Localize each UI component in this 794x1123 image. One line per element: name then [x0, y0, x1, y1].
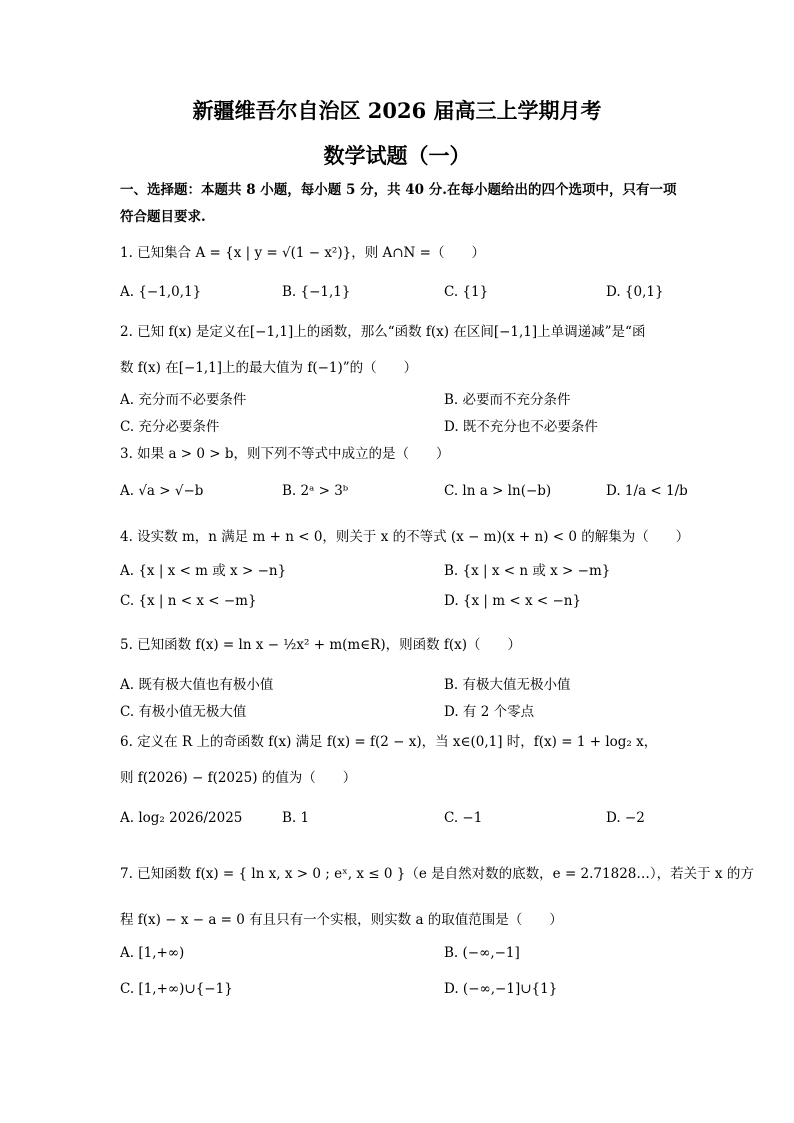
question-3-option-b: B. 2ᵃ > 3ᵇ	[282, 483, 349, 499]
question-2-option-d: D. 既不充分也不必要条件	[444, 419, 598, 435]
question-6-option-d: D. −2	[606, 810, 645, 826]
question-4-option-c: C. {x | n < x < −m}	[120, 593, 257, 609]
question-7-option-a: A. [1,+∞)	[120, 945, 185, 961]
question-6-option-b: B. 1	[282, 810, 310, 826]
question-5-option-d: D. 有 2 个零点	[444, 704, 535, 720]
question-4-stem: 4. 设实数 m，n 满足 m + n < 0，则关于 x 的不等式 (x − m)(x + n) < 0 的解集为（ ）	[120, 529, 690, 545]
question-3-option-a: A. √a > √−b	[120, 483, 204, 499]
question-2-option-c: C. 充分必要条件	[120, 419, 220, 435]
question-5-option-b: B. 有极大值无极小值	[444, 677, 571, 693]
question-7-option-c: C. [1,+∞)∪{−1}	[120, 981, 233, 997]
question-1-option-d: D. {0,1}	[606, 284, 664, 300]
question-5-stem: 5. 已知函数 f(x) = ln x − ½x² + m(m∈R)，则函数 f(x)（ ）	[120, 637, 522, 653]
question-2-stem-line-2: 数 f(x) 在[−1,1]上的最大值为 f(−1)”的（ ）	[120, 360, 418, 376]
question-6-stem-line-2: 则 f(2026) − f(2025) 的值为（ ）	[120, 770, 357, 786]
question-2-option-a: A. 充分而不必要条件	[120, 392, 247, 408]
question-6-stem-line-1: 6. 定义在 R 上的奇函数 f(x) 满足 f(x) = f(2 − x)，当 x∈(0,1] 时，f(x) = 1 + log₂ x，	[120, 734, 658, 750]
section-heading: 一、选择题：本题共 8 小题，每小题 5 分，共 40 分.在每小题给出的四个选项中，只有一项符合题目要求.	[120, 182, 677, 225]
question-7-option-b: B. (−∞,−1]	[444, 945, 520, 961]
question-1-stem: 1. 已知集合 A = {x | y = √(1 − x²)}，则 A∩N =（ ）	[120, 245, 485, 261]
question-2-option-b: B. 必要而不充分条件	[444, 392, 571, 408]
question-5-option-c: C. 有极小值无极大值	[120, 704, 247, 720]
question-1-option-b: B. {−1,1}	[282, 284, 351, 300]
question-3-option-c: C. ln a > ln(−b)	[444, 483, 552, 499]
exam-subtitle: 数学试题（一）	[323, 143, 471, 168]
question-3-stem: 3. 如果 a > 0 > b，则下列不等式中成立的是（ ）	[120, 446, 450, 462]
question-2-stem-line-1: 2. 已知 f(x) 是定义在[−1,1]上的函数，那么“函数 f(x) 在区间[−1,1]上单调递减”是“函	[120, 324, 646, 340]
question-7-stem-line-1: 7. 已知函数 f(x) = { ln x, x > 0 ; eˣ, x ≤ 0 }（e 是自然对数的底数，e = 2.71828…），若关于 x 的方	[120, 866, 754, 882]
exam-title: 新疆维吾尔自治区 2026 届高三上学期月考	[192, 98, 602, 123]
question-4-option-d: D. {x | m < x < −n}	[444, 593, 582, 609]
question-4-option-b: B. {x | x < n 或 x > −m}	[444, 563, 611, 579]
question-4-option-a: A. {x | x < m 或 x > −n}	[120, 563, 287, 579]
question-5-option-a: A. 既有极大值也有极小值	[120, 677, 274, 693]
question-1-option-c: C. {1}	[444, 284, 489, 300]
question-7-stem-line-2: 程 f(x) − x − a = 0 有且只有一个实根，则实数 a 的取值范围是（ ）	[120, 912, 563, 928]
question-1-option-a: A. {−1,0,1}	[120, 284, 202, 300]
question-6-option-c: C. −1	[444, 810, 483, 826]
question-7-option-d: D. (−∞,−1]∪{1}	[444, 981, 558, 997]
question-6-option-a: A. log₂ 2026/2025	[120, 810, 243, 826]
question-3-option-d: D. 1/a < 1/b	[606, 483, 688, 499]
